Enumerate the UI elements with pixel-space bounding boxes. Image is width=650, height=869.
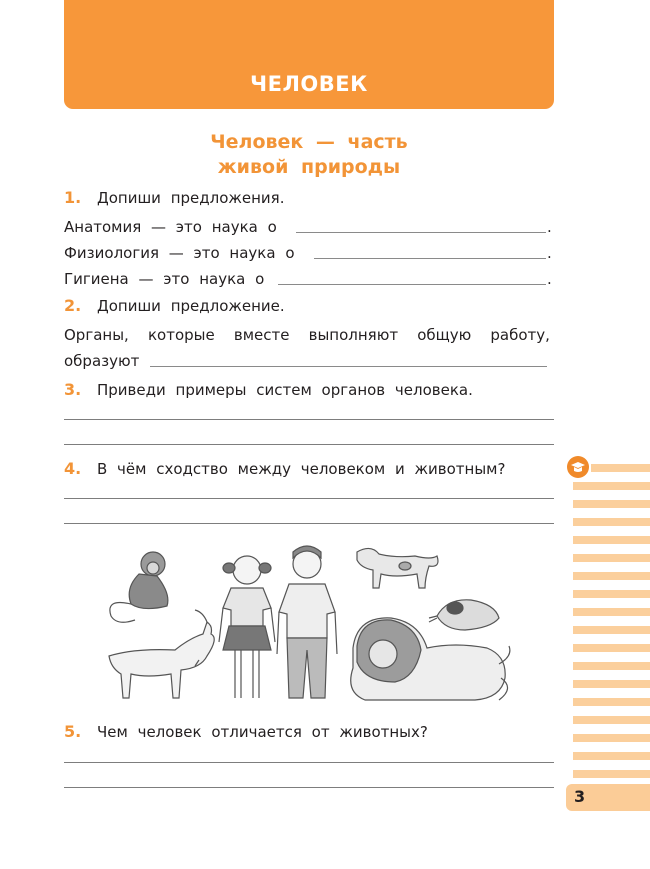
task-number: 3. (64, 380, 82, 399)
stripe (573, 608, 650, 616)
stripe (573, 680, 650, 688)
lesson-title-line-2: живой природы (217, 156, 401, 178)
word: которые (147, 326, 215, 344)
sentence-text: Анатомия — это наука о (64, 218, 277, 236)
task-2-sentence-line-2 (64, 352, 552, 370)
task-4-heading (64, 460, 552, 478)
word: выполняют (308, 326, 399, 344)
task-1-sentence-1 (64, 218, 552, 236)
answer-blank-anatomy[interactable] (296, 232, 546, 233)
word: работу, (490, 326, 550, 344)
stripe (573, 644, 650, 652)
stripe (573, 590, 650, 598)
stripe (573, 500, 650, 508)
stripe (573, 734, 650, 742)
task-instruction: Приведи примеры систем органов человека. (97, 381, 473, 399)
task-instruction: Допиши предложения. (97, 189, 285, 207)
stripe (573, 518, 650, 526)
stripe (573, 572, 650, 580)
boy-figure (277, 546, 337, 698)
task-instruction: Допиши предложение. (97, 297, 285, 315)
goat-figure (109, 610, 214, 698)
answer-line-task-3-2[interactable] (64, 444, 554, 445)
stripe (573, 662, 650, 670)
task-number: 5. (64, 722, 82, 741)
lesson-title (64, 130, 554, 180)
answer-line-task-4-1[interactable] (64, 498, 554, 499)
stripe (591, 464, 650, 472)
task-number: 2. (64, 296, 82, 315)
sentence-text: Гигиена — это наука о (64, 270, 265, 288)
answer-blank-organ-systems[interactable] (150, 366, 547, 367)
sentence-end: . (547, 244, 552, 262)
stripe (573, 698, 650, 706)
task-1-sentence-3 (64, 270, 552, 288)
margin-stripes (573, 0, 650, 869)
word: общую (417, 326, 472, 344)
task-3-heading (64, 381, 552, 399)
word: Органы, (64, 326, 129, 344)
chapter-header (64, 0, 554, 109)
stripe (573, 716, 650, 724)
sentence-text: образуют (64, 352, 140, 370)
monkey-figure (110, 552, 168, 622)
task-2-heading (64, 297, 552, 315)
graduation-cap-glyph (567, 456, 589, 478)
chapter-title: ЧЕЛОВЕК (250, 72, 368, 96)
stripe (573, 536, 650, 544)
answer-line-task-3-1[interactable] (64, 419, 554, 420)
stripe (573, 482, 650, 490)
answer-blank-hygiene[interactable] (278, 284, 546, 285)
lion-figure (351, 618, 510, 700)
task-2-sentence-line-1 (64, 326, 550, 344)
sentence-end: . (547, 270, 552, 288)
lesson-title-line-1: Человек — часть (210, 131, 408, 153)
task-1-heading (64, 189, 552, 207)
task-number: 1. (64, 188, 82, 207)
humans-and-animals-illustration (95, 538, 535, 710)
page-number-tab (566, 784, 650, 811)
page-number: 3 (574, 787, 586, 806)
task-instruction: Чем человек отличается от животных? (97, 723, 428, 741)
answer-blank-physiology[interactable] (314, 258, 546, 259)
task-instruction: В чём сходство между человеком и животным? (97, 460, 506, 478)
stripe (573, 626, 650, 634)
graduation-cap-icon (567, 456, 589, 478)
answer-line-task-5-1[interactable] (64, 762, 554, 763)
task-number: 4. (64, 459, 82, 478)
stripe (573, 752, 650, 760)
answer-line-task-4-2[interactable] (64, 523, 554, 524)
stripe (573, 554, 650, 562)
word: вместе (233, 326, 290, 344)
task-1-sentence-2 (64, 244, 552, 262)
answer-line-task-5-2[interactable] (64, 787, 554, 788)
dog-figure (357, 548, 438, 588)
mole-figure (429, 600, 499, 630)
stripe (573, 770, 650, 778)
task-5-heading (64, 723, 552, 741)
girl-figure (219, 556, 275, 698)
sentence-text: Физиология — это наука о (64, 244, 295, 262)
sentence-end: . (547, 218, 552, 236)
